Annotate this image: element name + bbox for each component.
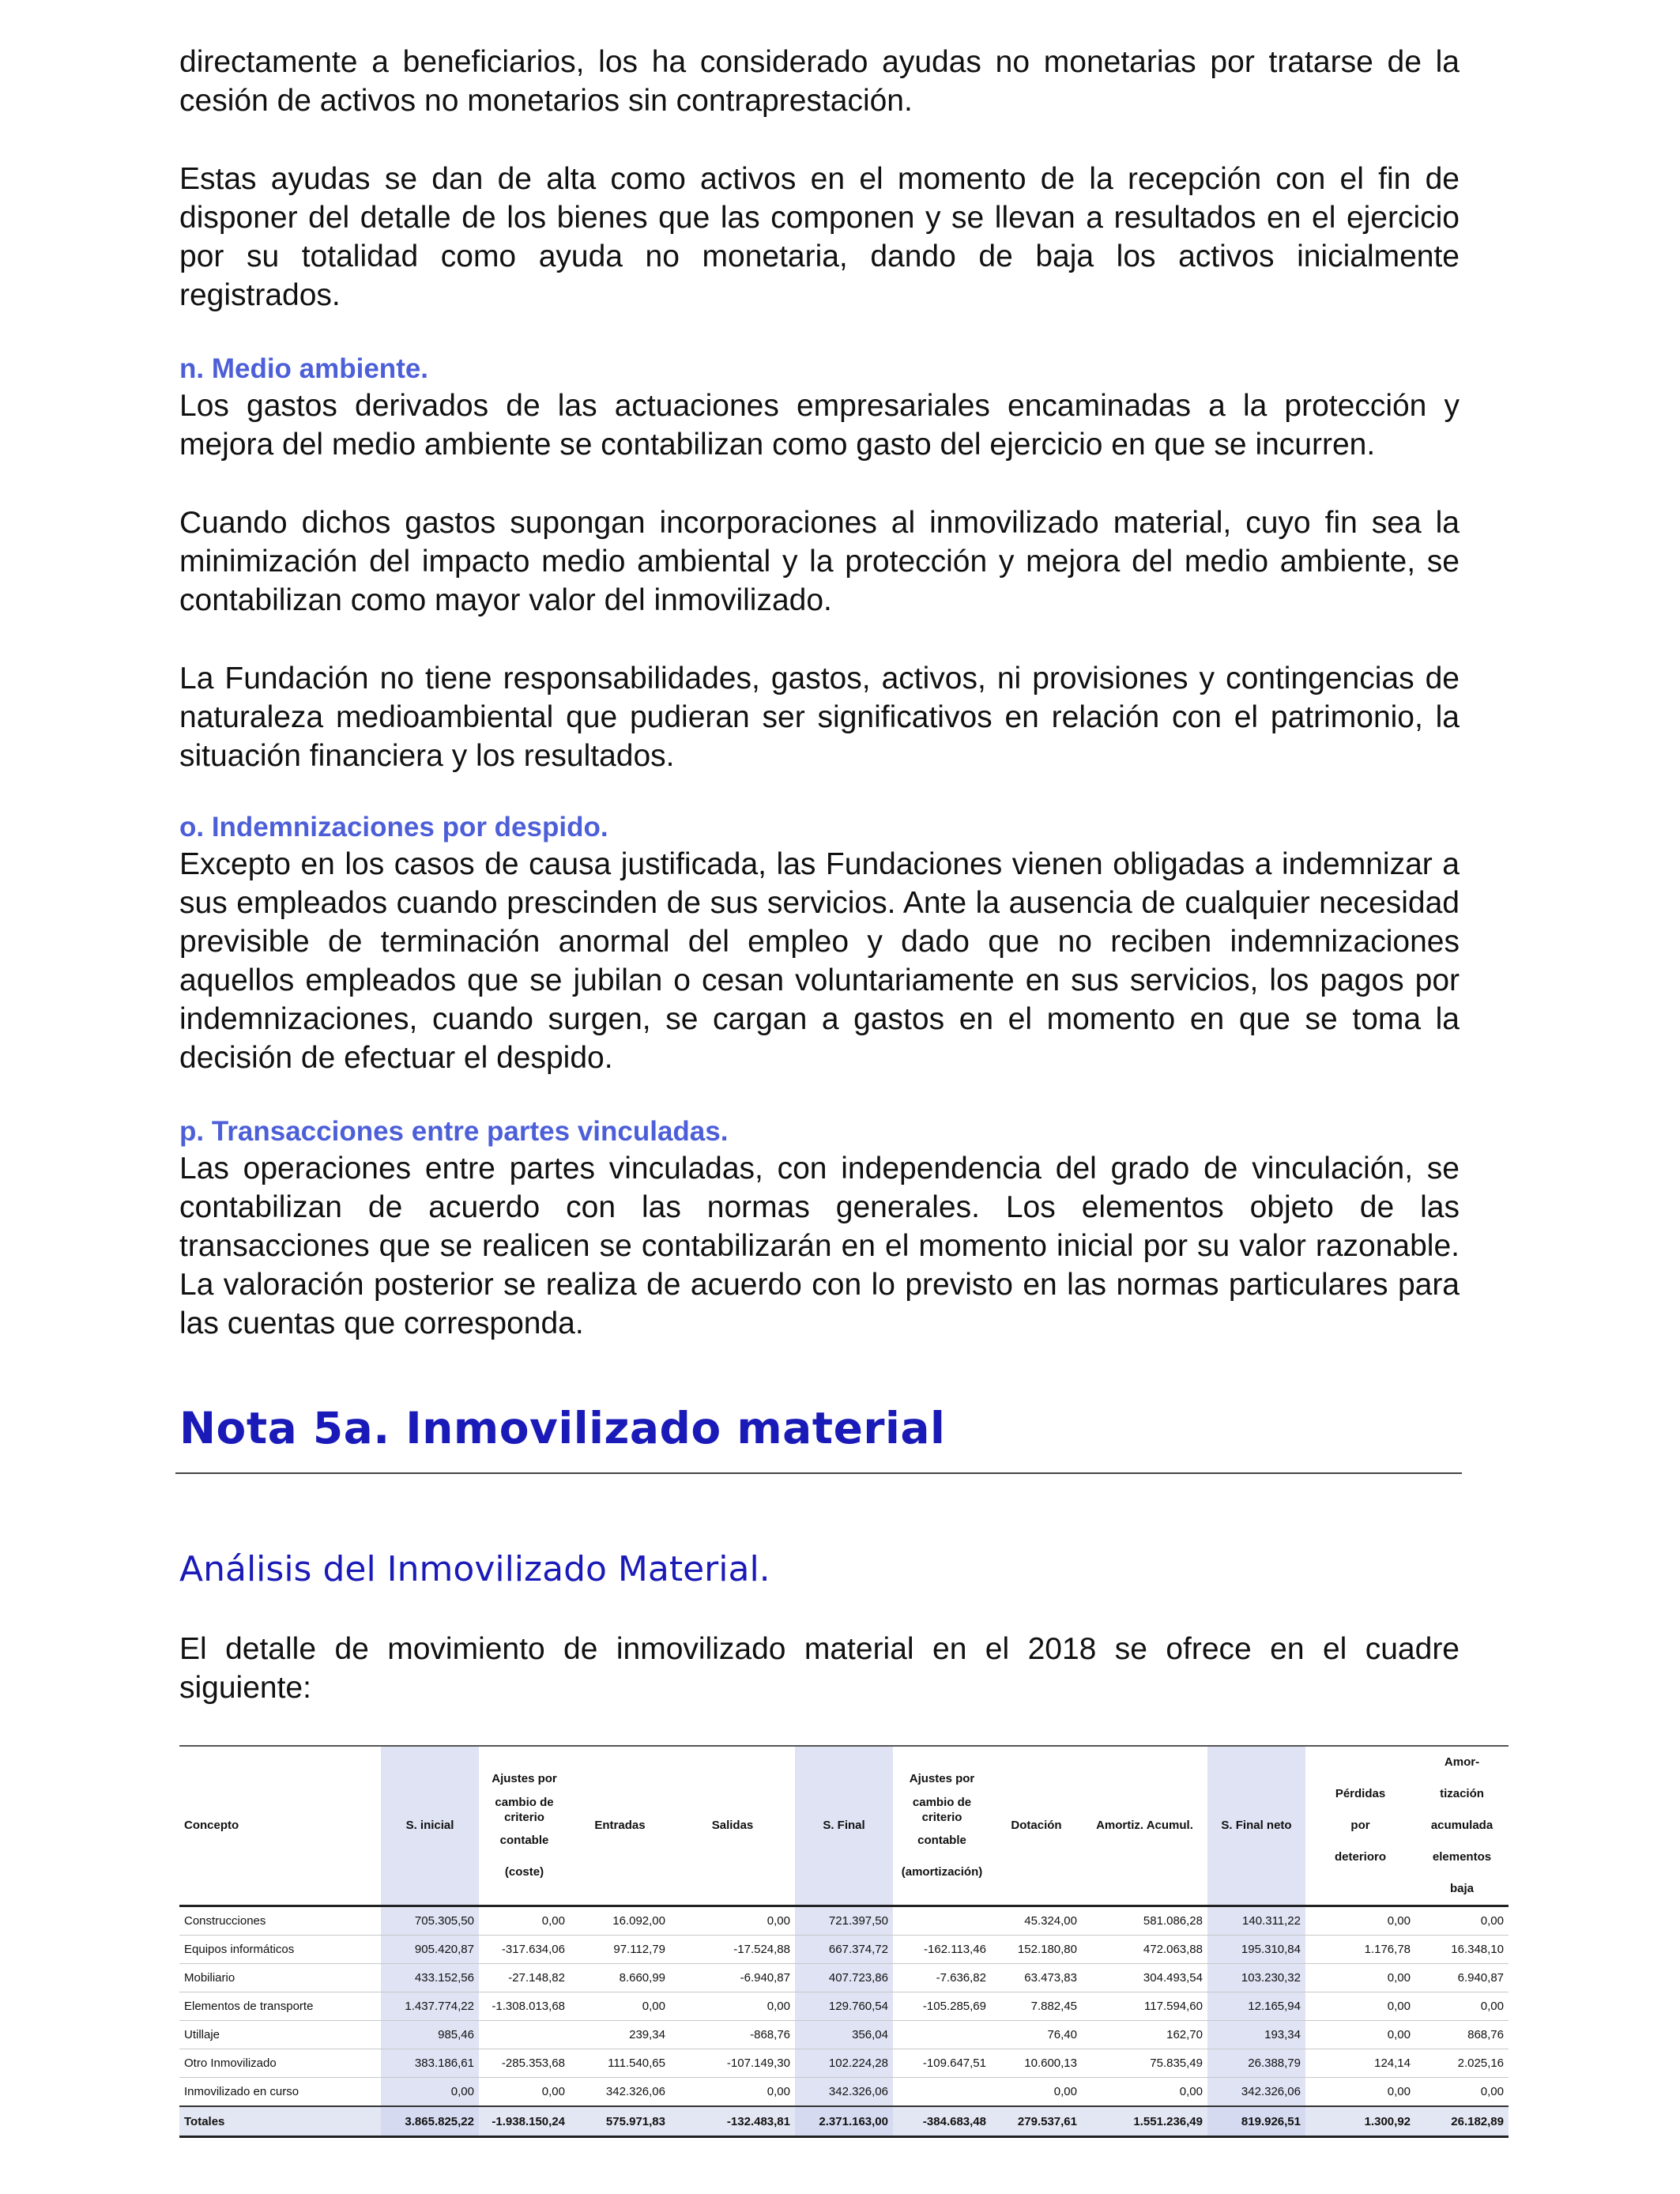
header-perdidas-deterioro — [1305, 1746, 1415, 1906]
cell-dotacion: 0,00 — [991, 2078, 1082, 2107]
cell-entradas: 8.660,99 — [570, 1964, 670, 1992]
total-concepto: Totales — [179, 2106, 381, 2137]
section-n-paragraph-3: La Fundación no tiene responsabilidades, gastos, activos, ni provisiones y contingencias de naturaleza medioambiental que pudieran ser significativos en relación con el patrimonio, la situación financiera y los resultados. — [179, 662, 1460, 773]
table-row — [179, 1906, 1509, 1936]
header-perdidas-line-3: deterioro — [1334, 1850, 1386, 1864]
cell-amortiz-acumul: 162,70 — [1082, 2021, 1207, 2049]
total-amortiz-acumul: 1.551.236,49 — [1082, 2106, 1207, 2137]
cell-perdidas-deterioro: 0,00 — [1305, 1992, 1415, 2021]
header-perdidas-line-2: por — [1350, 1819, 1370, 1832]
cell-s-final-neto: 342.326,06 — [1207, 2078, 1305, 2107]
header-ajustes-amort-line-4: (amortización) — [901, 1865, 983, 1879]
cell-ajustes-coste: -317.634,06 — [479, 1936, 570, 1964]
cell-amortizacion-baja: 2.025,16 — [1415, 2049, 1509, 2078]
cell-s-inicial: 0,00 — [381, 2078, 479, 2107]
cell-s-final: 102.224,28 — [795, 2049, 893, 2078]
cell-s-inicial: 433.152,56 — [381, 1964, 479, 1992]
header-s-final: S. Final — [795, 1746, 893, 1906]
cell-s-final: 129.760,54 — [795, 1992, 893, 2021]
header-amortizacion-baja — [1415, 1746, 1509, 1906]
cell-ajustes-coste: -285.353,68 — [479, 2049, 570, 2078]
section-p-heading: p. Transacciones entre partes vinculadas. — [179, 1116, 729, 1147]
cell-amortizacion-baja: 16.348,10 — [1415, 1936, 1509, 1964]
section-o — [179, 810, 1460, 1117]
cell-perdidas-deterioro: 124,14 — [1305, 2049, 1415, 2078]
cell-concepto: Inmovilizado en curso — [179, 2078, 381, 2107]
cell-dotacion: 63.473,83 — [991, 1964, 1082, 1992]
cell-dotacion: 10.600,13 — [991, 2049, 1082, 2078]
header-ajustes-coste-line-2: cambio de criterio — [495, 1796, 554, 1824]
cell-ajustes-coste: -27.148,82 — [479, 1964, 570, 1992]
cell-ajustes-coste: 0,00 — [479, 2078, 570, 2107]
analisis-title: Análisis del Inmovilizado Material. — [179, 1549, 770, 1589]
cell-salidas: -868,76 — [670, 2021, 795, 2049]
section-o-paragraph-1: Excepto en los casos de causa justificada, las Fundaciones vienen obligadas a indemnizar a sus empleados cuando prescinden de sus servicios. Ante la ausencia de cualquier necesidad previsible de terminación anormal del empleo y dado que no reciben indemnizaciones aquellos empleados que se jubilan o cesan voluntariamente en sus servicios, los pagos por indemnizaciones, cuando surgen, se cargan a gastos en el momento en que se toma la decisión de efectuar el despido. — [179, 847, 1460, 1075]
cell-salidas: -6.940,87 — [670, 1964, 795, 1992]
cell-s-final-neto: 26.388,79 — [1207, 2049, 1305, 2078]
cell-perdidas-deterioro: 0,00 — [1305, 1906, 1415, 1936]
section-n-paragraph-1: Los gastos derivados de las actuaciones empresariales encaminadas a la protección y mejora del medio ambiente se contabilizan como gasto del ejercicio en que se incurren. — [179, 389, 1460, 462]
cell-perdidas-deterioro: 1.176,78 — [1305, 1936, 1415, 1964]
cell-ajustes-amort — [893, 2021, 991, 2049]
nota-title: Nota 5a. Inmovilizado material — [179, 1403, 946, 1453]
total-salidas: -132.483,81 — [670, 2106, 795, 2137]
cell-amortiz-acumul: 581.086,28 — [1082, 1906, 1207, 1936]
header-s-final-neto: S. Final neto — [1207, 1746, 1305, 1906]
cell-amortizacion-baja: 868,76 — [1415, 2021, 1509, 2049]
header-amort-baja-line-4: elementos — [1432, 1850, 1492, 1864]
cell-amortizacion-baja: 0,00 — [1415, 1906, 1509, 1936]
cell-ajustes-coste — [479, 2021, 570, 2049]
header-ajustes-amort-line-2: cambio de criterio — [912, 1796, 972, 1824]
inmovilizado-table — [179, 1745, 1509, 2138]
header-ajustes-amort-line-1: Ajustes por — [909, 1772, 975, 1785]
cell-s-inicial: 383.186,61 — [381, 2049, 479, 2078]
header-salidas: Salidas — [670, 1746, 795, 1906]
total-ajustes-coste: -1.938.150,24 — [479, 2106, 570, 2137]
cell-s-inicial: 705.305,50 — [381, 1906, 479, 1936]
header-perdidas-line-1: Pérdidas — [1335, 1787, 1386, 1800]
cell-salidas: -107.149,30 — [670, 2049, 795, 2078]
header-concepto: Concepto — [179, 1746, 381, 1906]
cell-ajustes-amort — [893, 1906, 991, 1936]
cell-s-final-neto: 193,34 — [1207, 2021, 1305, 2049]
cell-salidas: 0,00 — [670, 2078, 795, 2107]
cell-ajustes-amort: -105.285,69 — [893, 1992, 991, 2021]
table-row — [179, 2021, 1509, 2049]
body-text-top — [179, 43, 1460, 354]
cell-s-final: 342.326,06 — [795, 2078, 893, 2107]
header-ajustes-coste-line-4: (coste) — [504, 1865, 544, 1879]
total-dotacion: 279.537,61 — [991, 2106, 1082, 2137]
cell-amortiz-acumul: 0,00 — [1082, 2078, 1207, 2107]
intro-paragraph: El detalle de movimiento de inmovilizado material en el 2018 se ofrece en el cuadre siguiente: — [179, 1632, 1460, 1705]
section-n — [179, 352, 1460, 815]
cell-s-inicial: 905.420,87 — [381, 1936, 479, 1964]
cell-concepto: Construcciones — [179, 1906, 381, 1936]
cell-s-final-neto: 195.310,84 — [1207, 1936, 1305, 1964]
cell-amortiz-acumul: 117.594,60 — [1082, 1992, 1207, 2021]
cell-entradas: 342.326,06 — [570, 2078, 670, 2107]
table-row — [179, 2078, 1509, 2107]
header-amort-baja-line-1: Amor- — [1444, 1755, 1480, 1769]
cell-amortizacion-baja: 0,00 — [1415, 1992, 1509, 2021]
header-ajustes-coste-line-3: contable — [499, 1834, 549, 1847]
cell-s-inicial: 1.437.774,22 — [381, 1992, 479, 2021]
cell-concepto: Elementos de transporte — [179, 1992, 381, 2021]
cell-ajustes-coste: -1.308.013,68 — [479, 1992, 570, 2021]
paragraph-top-1: directamente a beneficiarios, los ha considerado ayudas no monetarias por tratarse de la cesión de activos no monetarios sin contraprestación. — [179, 45, 1460, 118]
cell-dotacion: 45.324,00 — [991, 1906, 1082, 1936]
section-p-paragraph-1: Las operaciones entre partes vinculadas, con independencia del grado de vinculación, se contabilizan de acuerdo con las normas generales. Los elementos objeto de las transacciones que se realicen se contabilizarán en el momento inicial por su valor razonable. La valoración posterior se realiza de acuerdo con lo previsto en las normas particulares para las cuentas que corresponda. — [179, 1152, 1460, 1340]
cell-s-final: 356,04 — [795, 2021, 893, 2049]
header-amort-baja-line-2: tización — [1440, 1787, 1484, 1800]
cell-s-final-neto: 12.165,94 — [1207, 1992, 1305, 2021]
header-ajustes-amort-line-3: contable — [917, 1834, 966, 1847]
cell-s-final: 667.374,72 — [795, 1936, 893, 1964]
cell-dotacion: 7.882,45 — [991, 1992, 1082, 2021]
cell-entradas: 111.540,65 — [570, 2049, 670, 2078]
total-s-final: 2.371.163,00 — [795, 2106, 893, 2137]
cell-ajustes-amort — [893, 2078, 991, 2107]
cell-entradas: 239,34 — [570, 2021, 670, 2049]
cell-salidas: -17.524,88 — [670, 1936, 795, 1964]
table-row — [179, 1964, 1509, 1992]
cell-ajustes-coste: 0,00 — [479, 1906, 570, 1936]
section-n-heading: n. Medio ambiente. — [179, 353, 429, 384]
cell-dotacion: 76,40 — [991, 2021, 1082, 2049]
cell-s-final-neto: 140.311,22 — [1207, 1906, 1305, 1936]
cell-ajustes-amort: -7.636,82 — [893, 1964, 991, 1992]
total-s-final-neto: 819.926,51 — [1207, 2106, 1305, 2137]
cell-entradas: 0,00 — [570, 1992, 670, 2021]
cell-perdidas-deterioro: 0,00 — [1305, 2021, 1415, 2049]
cell-s-inicial: 985,46 — [381, 2021, 479, 2049]
cell-s-final: 721.397,50 — [795, 1906, 893, 1936]
table-body — [179, 1906, 1509, 2137]
cell-perdidas-deterioro: 0,00 — [1305, 2078, 1415, 2107]
cell-concepto: Mobiliario — [179, 1964, 381, 1992]
table-row — [179, 2049, 1509, 2078]
total-ajustes-amort: -384.683,48 — [893, 2106, 991, 2137]
cell-amortizacion-baja: 0,00 — [1415, 2078, 1509, 2107]
header-ajustes-amortizacion — [893, 1746, 991, 1906]
total-amortizacion-baja: 26.182,89 — [1415, 2106, 1509, 2137]
total-perdidas-deterioro: 1.300,92 — [1305, 2106, 1415, 2137]
cell-perdidas-deterioro: 0,00 — [1305, 1964, 1415, 1992]
cell-salidas: 0,00 — [670, 1906, 795, 1936]
cell-amortiz-acumul: 75.835,49 — [1082, 2049, 1207, 2078]
cell-concepto: Otro Inmovilizado — [179, 2049, 381, 2078]
header-ajustes-coste-line-1: Ajustes por — [492, 1772, 557, 1785]
cell-s-final: 407.723,86 — [795, 1964, 893, 1992]
section-n-paragraph-2: Cuando dichos gastos supongan incorporaciones al inmovilizado material, cuyo fin sea la minimización del impacto medio ambiental y la protección y mejora del medio ambiente, se contabilizan como mayor valor del inmovilizado. — [179, 506, 1460, 617]
total-s-inicial: 3.865.825,22 — [381, 2106, 479, 2137]
cell-amortiz-acumul: 472.063,88 — [1082, 1936, 1207, 1964]
header-entradas: Entradas — [570, 1746, 670, 1906]
cell-amortizacion-baja: 6.940,87 — [1415, 1964, 1509, 1992]
cell-concepto: Equipos informáticos — [179, 1936, 381, 1964]
table-row — [179, 1936, 1509, 1964]
total-entradas: 575.971,83 — [570, 2106, 670, 2137]
header-amort-baja-line-5: baja — [1449, 1882, 1474, 1895]
cell-dotacion: 152.180,80 — [991, 1936, 1082, 1964]
table-header-row — [179, 1746, 1509, 1906]
cell-entradas: 16.092,00 — [570, 1906, 670, 1936]
cell-salidas: 0,00 — [670, 1992, 795, 2021]
header-amort-baja-line-3: acumulada — [1430, 1819, 1494, 1832]
header-dotacion: Dotación — [991, 1746, 1082, 1906]
header-amortiz-acumul: Amortiz. Acumul. — [1082, 1746, 1207, 1906]
cell-entradas: 97.112,79 — [570, 1936, 670, 1964]
header-s-inicial: S. inicial — [381, 1746, 479, 1906]
section-p — [179, 1114, 1460, 1382]
section-o-heading: o. Indemnizaciones por despido. — [179, 812, 608, 843]
cell-concepto: Utillaje — [179, 2021, 381, 2049]
cell-ajustes-amort: -162.113,46 — [893, 1936, 991, 1964]
table-row — [179, 1992, 1509, 2021]
title-divider — [175, 1472, 1462, 1474]
cell-ajustes-amort: -109.647,51 — [893, 2049, 991, 2078]
table-totals-row — [179, 2106, 1509, 2137]
cell-s-final-neto: 103.230,32 — [1207, 1964, 1305, 1992]
paragraph-top-2: Estas ayudas se dan de alta como activos en el momento de la recepción con el fin de disponer del detalle de los bienes que las componen y se llevan a resultados en el ejercicio por su totalidad como ayuda no monetaria, dando de baja los activos inicialmente registrados. — [179, 162, 1460, 312]
cell-amortiz-acumul: 304.493,54 — [1082, 1964, 1207, 1992]
header-ajustes-coste — [479, 1746, 570, 1906]
